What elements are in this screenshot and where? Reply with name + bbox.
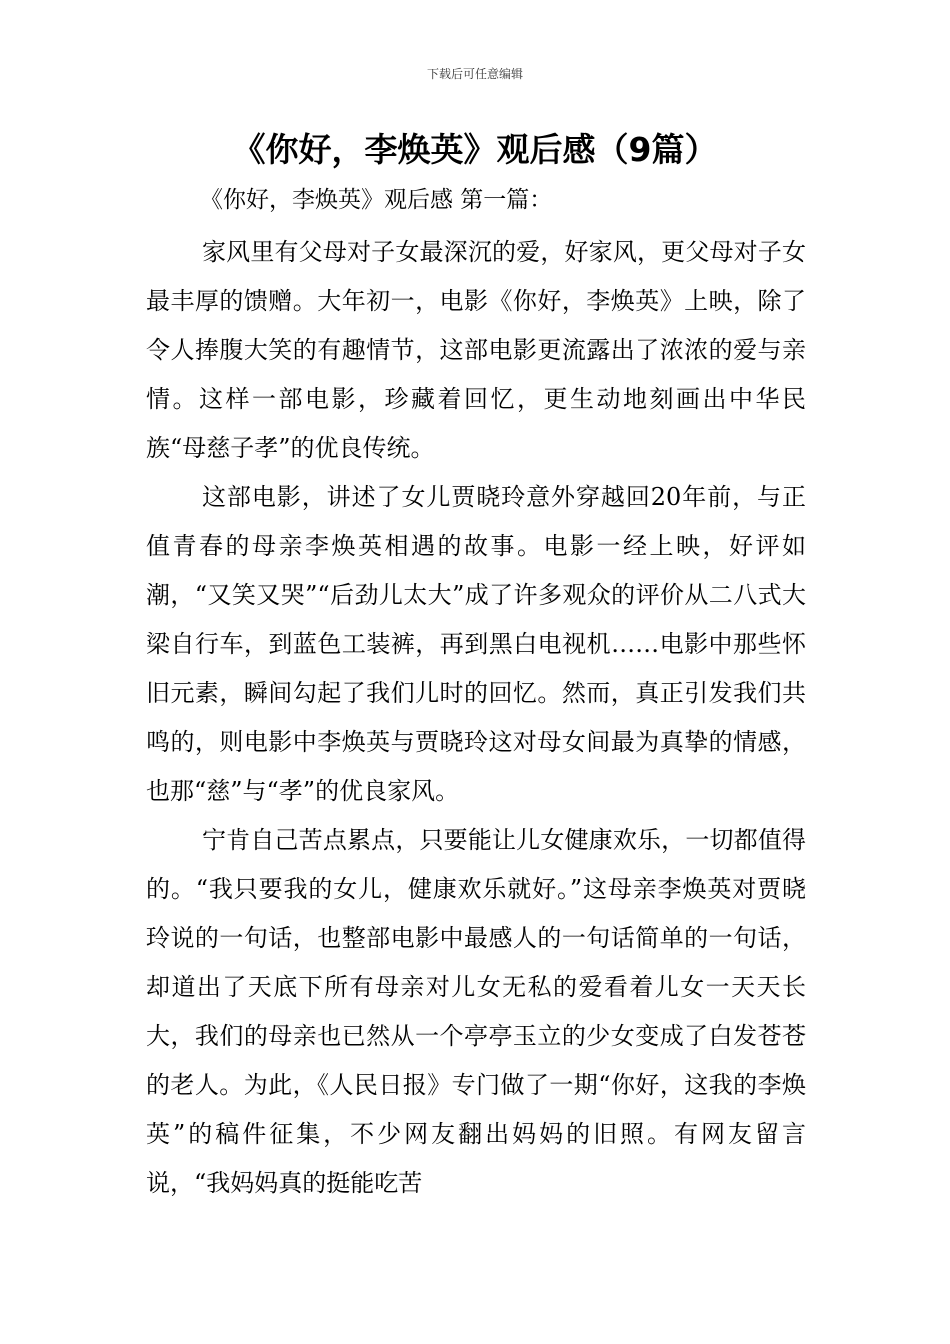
page-header-note: 下载后可任意编辑 xyxy=(426,67,523,81)
paragraph-3: 宁肯自己苦点累点，只要能让儿女健康欢乐，一切都值得的。“我只要我的女儿，健康欢乐就好。”这母亲李焕英对贾晓玲说的一句话，也整部电影中最感人的一句话简单的一句话，却道出了天底下所有母亲对儿女无私的爱看着儿女一天天长大，我们的母亲也已然从一个亭亭玉立的少女变成了白发苍苍的老人。为此，《人民日报》专门做了一期“你好，这我的李焕英”的稿件征集，不少网友翻出妈妈的旧照。有网友留言说，“我妈妈真的挺能吃苦 xyxy=(146,826,806,1197)
document-title: 《你好，李焕英》观后感（9篇） xyxy=(232,130,718,169)
paragraph-1: 家风里有父母对子女最深沉的爱，好家风，更父母对子女最丰厚的馈赠。大年初一，电影《你好，李焕英》上映，除了令人捧腹大笑的有趣情节，这部电影更流露出了浓浓的爱与亲情。这样一部电影，珍藏着回忆，更生动地刻画出中华民族“母慈子孝”的优良传统。 xyxy=(146,238,806,462)
paragraph-2: 这部电影，讲述了女儿贾晓玲意外穿越回20年前，与正值青春的母亲李焕英相遇的故事。电影一经上映，好评如潮，“又笑又哭”“后劲儿太大”成了许多观众的评价从二八式大梁自行车，到蓝色工装裤，再到黑白电视机……电影中那些怀旧元素，瞬间勾起了我们儿时的回忆。然而，真正引发我们共鸣的，则电影中李焕英与贾晓玲这对母女间最为真挚的情感，也那“慈”与“孝”的优良家风。 xyxy=(146,483,806,805)
section-heading: 《你好，李焕英》观后感 第一篇： xyxy=(200,187,553,213)
document-body xyxy=(146,228,806,1208)
